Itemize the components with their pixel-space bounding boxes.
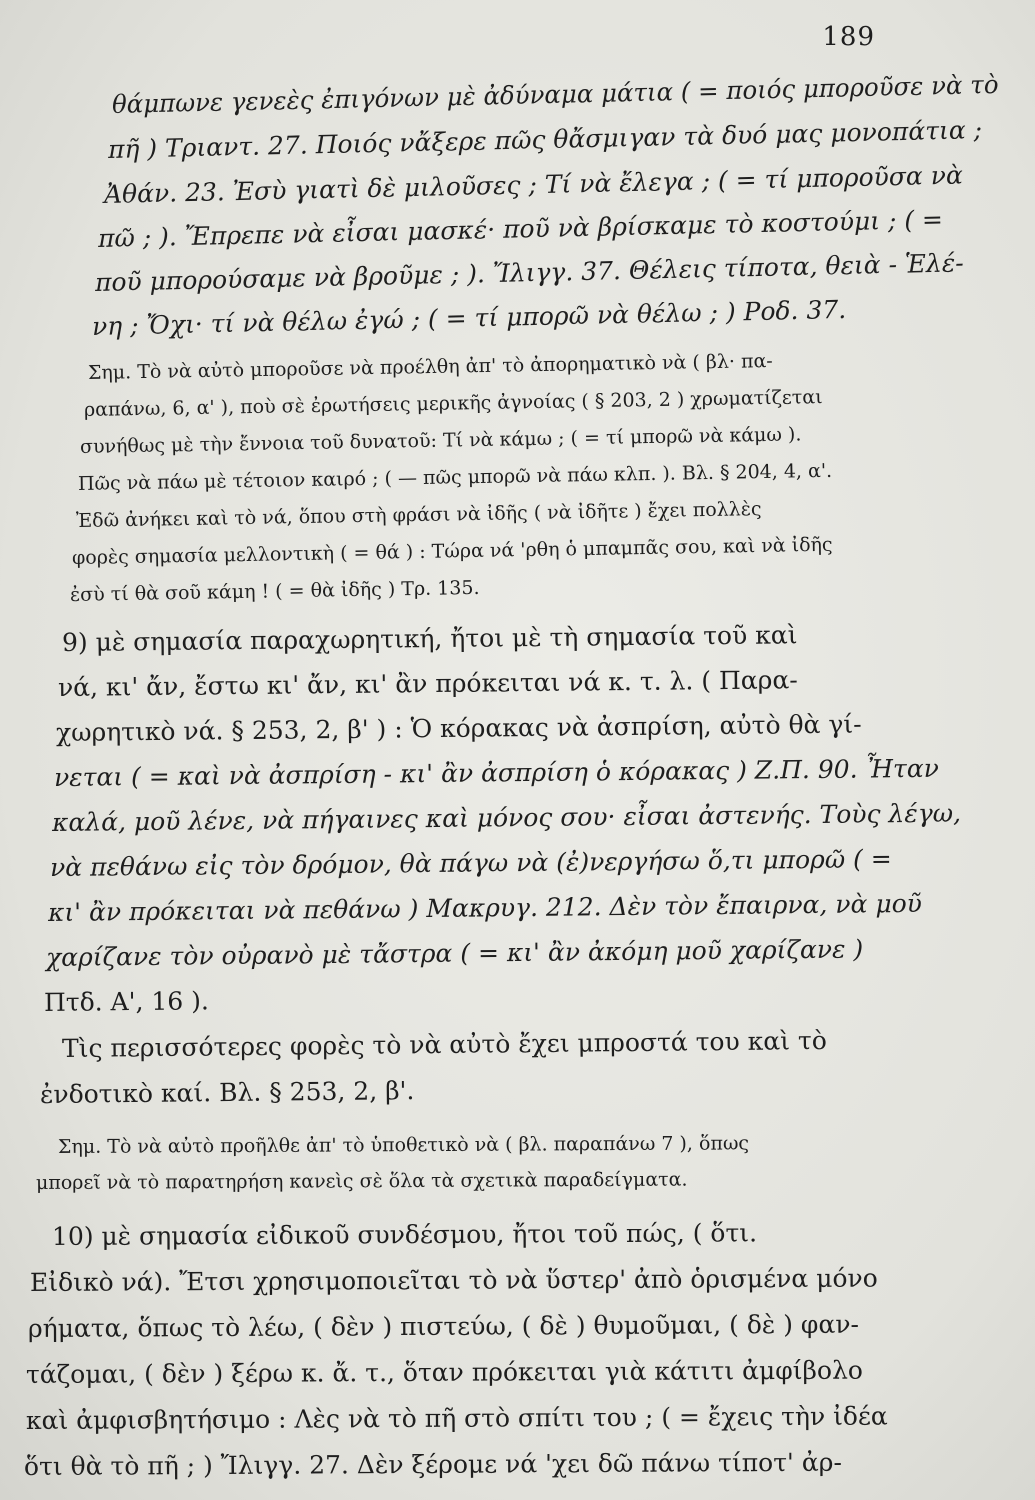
text-line: 9) μὲ σημασία παραχωρητική, ἤτοι μὲ τὴ σημασία τοῦ καὶ [61,620,798,657]
text-line: κι' ἂν πρόκειται νὰ πεθάνω ) Μακρυγ. 212. Δὲν τὸν ἔπαιρνα, νὰ μοῦ [47,888,923,927]
text-line: Τὶς περισσότερες φορὲς τὸ νὰ αὐτὸ ἔχει μπροστά του καὶ τὸ [61,1025,827,1063]
text-line: χαρίζανε τὸν οὐρανὸ μὲ τἄστρα ( = κι' ἂν ἀκόμη μοῦ χαρίζανε ) [45,934,864,972]
text-line: συνήθως μὲ τὴν ἔννοια τοῦ δυνατοῦ: Τί νὰ κάμω ; ( = τί μπορῶ νὰ κάμω ). [79,423,802,458]
text-line: πῆ ) Τριαντ. 27. Ποιός νἄξερε πῶς θἄσμιγαν τὰ δυό μας μονοπάτια ; [107,115,983,164]
text-line: ἐσὺ τί θὰ σοῦ κάμη ! ( = θὰ ἰδῆς ) Τρ. 135. [69,576,480,606]
page-number: 189 [822,22,875,52]
text-line: Πτδ. Α', 16 ). [43,986,210,1017]
text-line: νὰ πεθάνω εἰς τὸν δρόμον, θὰ πάγω νὰ (ἐ)νεργήσω ὅ,τι μπορῶ ( = [49,844,892,882]
text-line: Ἐδῶ ἀνήκει καὶ τὸ νά, ὅπου στὴ φράσι νὰ ἰδῆς ( νὰ ἰδῆτε ) ἔχει πολλὲς [75,498,762,532]
text-line: καλά, μοῦ λένε, νὰ πήγαινες καὶ μόνος σου· εἶσαι ἀστενής. Τοὺς λέγω, [51,798,962,837]
text-line: καὶ ἀμφισβητήσιμο : Λὲς νὰ τὸ πῆ στὸ σπίτι του ; ( = ἔχεις τὴν ἰδέα [25,1401,888,1435]
text-line: Εἰδικὸ νά). Ἔτσι χρησιμοποιεῖται τὸ νὰ ὕστερ' ἀπὸ ὁρισμένα μόνο [29,1263,878,1297]
text-line: ἐνδοτικὸ καί. Βλ. § 253, 2, β'. [39,1076,415,1109]
text-line: Πῶς νὰ πάω μὲ τέτοιον καιρό ; ( — πῶς μπορῶ νὰ πάω κλπ. ). Βλ. § 204, 4, α'. [77,459,833,495]
text-line: νεται ( = καὶ νὰ ἀσπρίση - κι' ἂν ἀσπρίση ὁ κόρακας ) Ζ.Π. 90. Ἦταν [53,753,940,792]
text-line: ρήματα, ὅπως τὸ λέω, ( δὲν ) πιστεύω, ( δὲ ) θυμοῦμαι, ( δὲ ) φαν- [27,1309,860,1343]
text-line: Ἀθάν. 23. Ἐσὺ γιατὶ δὲ μιλοῦσες ; Τί νὰ ἔλεγα ; ( = τί μποροῦσα νὰ [103,160,964,209]
text-line: Σημ. Τὸ νὰ αὐτὸ μποροῦσε νὰ προέλθη ἀπ' τὸ ἀπορηματικὸ νὰ ( βλ· πα- [87,350,773,384]
text-line: Σημ. Τὸ νὰ αὐτὸ προῆλθε ἀπ' τὸ ὑποθετικὸ νὰ ( βλ. παραπάνω 7 ), ὅπως [57,1132,750,1158]
text-line: νά, κι' ἄν, ἔστω κι' ἄν, κι' ἂν πρόκειται νά κ. τ. λ. ( Παρα- [57,665,798,702]
text-line: πῶ ; ). Ἔπρεπε νὰ εἶσαι μασκέ· ποῦ νὰ βρίσκαμε τὸ κοστούμι ; ( = [97,204,944,253]
text-line: 10) μὲ σημασία εἰδικοῦ συνδέσμου, ἤτοι τοῦ πώς, ( ὅτι. [51,1218,758,1251]
text-line: ραπάνω, 6, α' ), ποὺ σὲ ἐρωτήσεις μερικῆς ἀγνοίας ( § 203, 2 ) χρωματίζεται [83,386,823,421]
text-line: ὅτι θὰ τὸ πῆ ; ) Ἴλιγγ. 27. Δὲν ξέρομε νά 'χει δῶ πάνω τίποτ' ἀρ- [23,1447,842,1481]
text-line: τάζομαι, ( δὲν ) ξέρω κ. ἄ. τ., ὅταν πρόκειται γιὰ κάτιτι ἀμφίβολο [25,1355,864,1389]
text-line: θάμπωνε γενεὲς ἐπιγόνων μὲ ἀδύναμα μάτια ( = ποιός μποροῦσε νὰ τὸ [111,69,999,119]
text-line: νη ; Ὄχι· τί νὰ θέλω ἐγώ ; ( = τί μπορῶ νὰ θέλω ; ) Ροδ. 37. [91,294,847,341]
text-line: ποῦ μπορούσαμε νὰ βροῦμε ; ). Ἴλιγγ. 37. Θέλεις τίποτα, θειὰ - Ἑλέ- [94,248,965,297]
text-line: μπορεῖ νὰ τὸ παρατηρήση κανεὶς σὲ ὅλα τὰ σχετικὰ παραδείγματα. [35,1168,688,1194]
text-line: φορὲς σημασία μελλοντικὴ ( = θά ) : Τώρα νά 'ρθη ὁ μπαμπᾶς σου, καὶ νὰ ἰδῆς [71,533,833,569]
text-line: χωρητικὸ νά. § 253, 2, β' ) : Ὁ κόρακας νὰ ἀσπρίση, αὐτὸ θὰ γί- [55,709,862,747]
